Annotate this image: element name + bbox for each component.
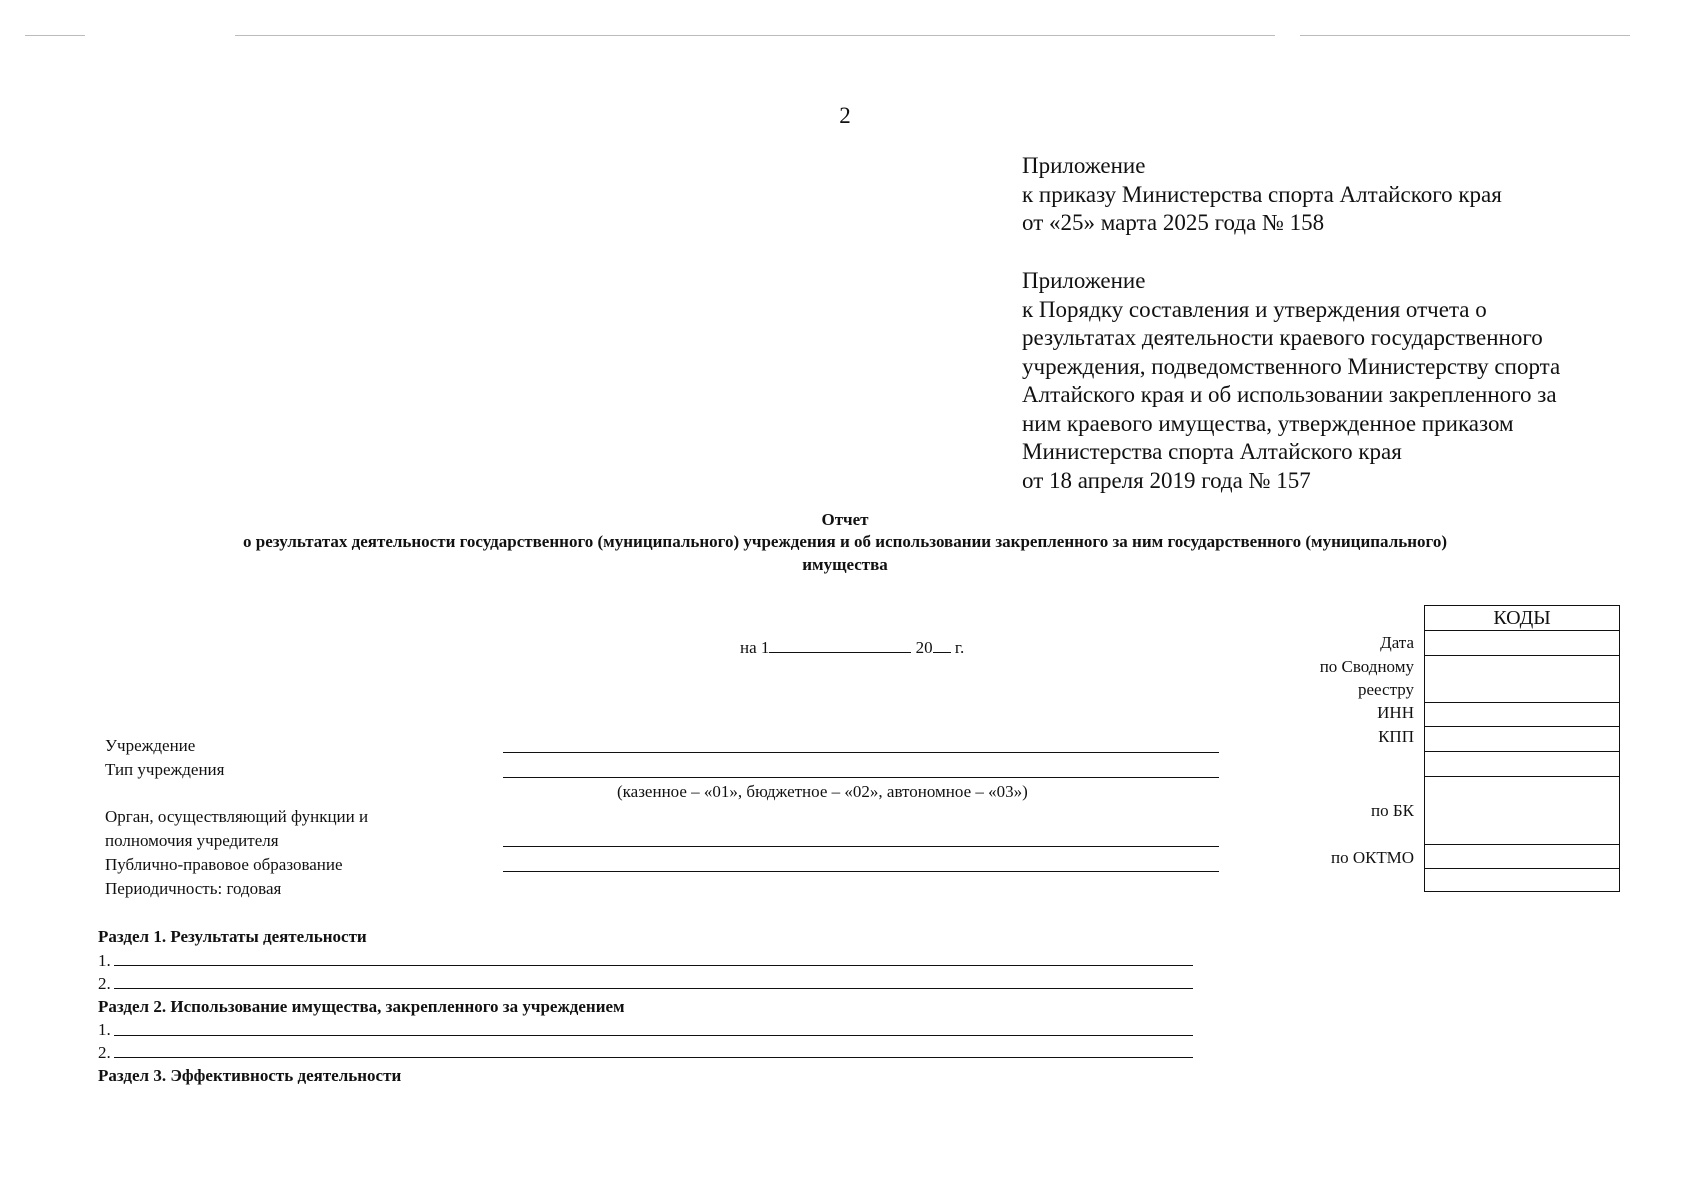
codes-label-date: Дата [1380, 633, 1414, 652]
field-label-periodicity: Периодичность: годовая [105, 879, 282, 898]
section-2-item: 2. [98, 1043, 111, 1062]
codes-table [1424, 605, 1620, 892]
annex-procedure-line: к Порядку составления и утверждения отчета о [1022, 296, 1487, 322]
codes-label-svod-continued: реестру [1358, 680, 1414, 699]
annex-procedure-block [1022, 267, 1620, 495]
scan-artifact-line [235, 35, 1275, 36]
section-1-item-line[interactable] [114, 965, 1193, 966]
section-1-item: 1. [98, 951, 111, 970]
section-2-title: Раздел 2. Использование имущества, закрепленного за учреждением [98, 997, 625, 1016]
codes-label-kpp: КПП [1378, 727, 1414, 746]
codes-cell-bk[interactable] [1425, 776, 1619, 777]
field-type-hint: (казенное – «01», бюджетное – «02», автономное – «03») [617, 782, 1028, 801]
field-line-institution[interactable] [503, 752, 1219, 753]
annex-order-line: от «25» марта 2025 года № 158 [1022, 210, 1325, 235]
section-1-title: Раздел 1. Результаты деятельности [98, 927, 367, 946]
codes-cell-kpp[interactable] [1425, 726, 1619, 727]
field-line-type[interactable] [503, 777, 1219, 778]
date-suffix: г. [954, 638, 965, 657]
report-subtitle: о результатах деятельности государственного (муниципального) учреждения и об использовании закрепленного за ним государственного (муниципального) [243, 532, 1447, 551]
section-1-item: 2. [98, 974, 111, 993]
field-label-organ: Орган, осуществляющий функции и [105, 807, 369, 826]
section-2-item-line[interactable] [114, 1057, 1193, 1058]
annex-order-heading: Приложение [1022, 153, 1146, 178]
codes-cell-svod[interactable] [1425, 655, 1619, 656]
codes-label-svod: по Сводному [1319, 657, 1414, 676]
date-year-prefix: 20 [915, 638, 933, 657]
date-year-blank[interactable] [933, 636, 951, 653]
annex-procedure-line: Министерства спорта Алтайского края [1022, 439, 1402, 464]
annex-procedure-line: ним краевого имущества, утвержденное приказом [1022, 410, 1514, 436]
scan-artifact-line [25, 35, 85, 36]
codes-cell-inn[interactable] [1425, 702, 1619, 703]
annex-procedure-line: Алтайского края и об использовании закрепленного за [1022, 382, 1557, 407]
field-label-type: Тип учреждения [105, 760, 225, 779]
report-date-line [740, 636, 964, 660]
section-3-title: Раздел 3. Эффективность деятельности [98, 1066, 402, 1085]
codes-cell-last[interactable] [1425, 868, 1619, 869]
page-number: 2 [839, 103, 851, 128]
codes-cell-date[interactable] [1425, 630, 1619, 631]
annex-order-block [1022, 152, 1622, 238]
annex-procedure-line: учреждения, подведомственного Министерству спорта [1022, 353, 1561, 379]
codes-label-oktmo: по ОКТМО [1330, 848, 1414, 867]
report-subtitle-continued: имущества [802, 555, 888, 574]
codes-cell-blank[interactable] [1425, 751, 1619, 752]
annex-procedure-heading: Приложение [1022, 268, 1146, 293]
codes-label-inn: ИНН [1377, 703, 1414, 722]
field-label-organ-continued: полномочия учредителя [105, 831, 279, 850]
codes-cell-oktmo[interactable] [1425, 844, 1619, 845]
field-label-public: Публично-правовое образование [105, 855, 343, 874]
report-title: Отчет [821, 510, 869, 529]
section-2-item-line[interactable] [114, 1035, 1193, 1036]
section-2-item: 1. [98, 1020, 111, 1039]
date-prefix: на 1 [740, 638, 770, 657]
annex-procedure-line: от 18 апреля 2019 года № 157 [1022, 467, 1311, 493]
scan-artifact-line [1300, 35, 1630, 36]
codes-header: КОДЫ [1493, 607, 1551, 629]
annex-order-line: к приказу Министерства спорта Алтайского края [1022, 181, 1502, 207]
codes-label-bk: по БК [1371, 801, 1414, 820]
field-label-institution: Учреждение [105, 736, 196, 755]
annex-procedure-line: результатах деятельности краевого государственного [1022, 325, 1543, 350]
section-1-item-line[interactable] [114, 988, 1193, 989]
field-line-organ[interactable] [503, 846, 1219, 847]
field-line-public[interactable] [503, 871, 1219, 872]
date-day-month-blank[interactable] [769, 636, 911, 653]
